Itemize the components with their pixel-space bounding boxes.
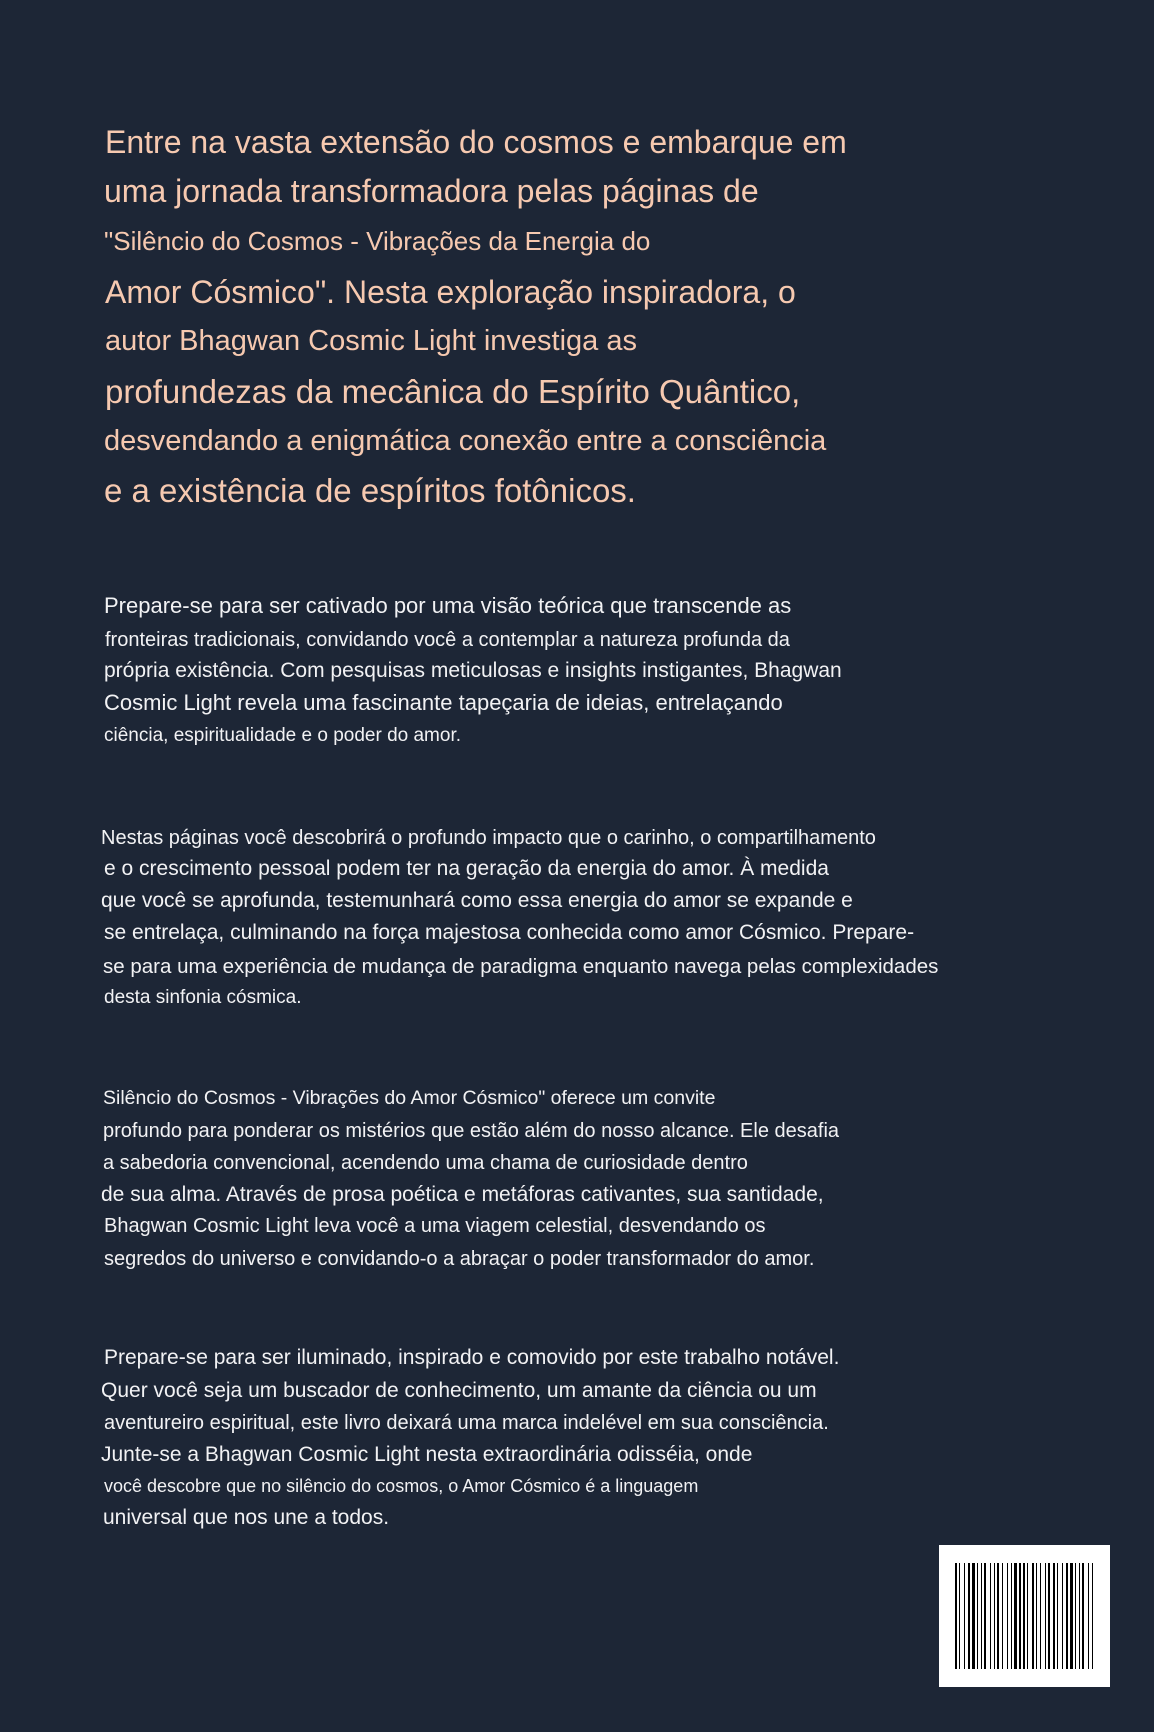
intro-line: desvendando a enigmática conexão entre a consciência [104, 425, 827, 457]
barcode-bar [1036, 1563, 1037, 1669]
barcode-bar [1045, 1563, 1046, 1669]
paragraph-line: que você se aprofunda, testemunhará como essa energia do amor se expande e [101, 889, 853, 912]
intro-line: "Silêncio do Cosmos - Vibrações da Energia do [104, 226, 651, 256]
barcode-bar [1048, 1563, 1050, 1669]
paragraph-line: de sua alma. Através de prosa poética e metáforas cativantes, sua santidade, [101, 1183, 824, 1206]
paragraph-line: ciência, espiritualidade e o poder do amor. [104, 725, 462, 746]
barcode-bar [1014, 1563, 1017, 1669]
paragraph-line: segredos do universo e convidando-o a abraçar o poder transformador do amor. [104, 1248, 815, 1270]
paragraph-line: aventureiro espiritual, este livro deixará uma marca indelével em sua consciência. [104, 1412, 829, 1434]
paragraph-line: Bhagwan Cosmic Light leva você a uma viagem celestial, desvendando os [104, 1215, 766, 1237]
barcode-bar [1019, 1563, 1021, 1669]
barcode-bar [1057, 1563, 1058, 1669]
barcode-bar [1011, 1563, 1012, 1669]
barcode-bar [990, 1563, 991, 1669]
paragraph-line: Cosmic Light revela uma fascinante tapeçaria de ideias, entrelaçando [104, 690, 783, 715]
paragraph-line: Prepare-se para ser iluminado, inspirado e comovido por este trabalho notável. [104, 1346, 840, 1369]
paragraph-line: Nestas páginas você descobrirá o profundo impacto que o carinho, o compartilhamento [101, 827, 876, 849]
barcode-bar [1075, 1563, 1076, 1669]
paragraph-line: Junte-se a Bhagwan Cosmic Light nesta extraordinária odisséia, onde [101, 1443, 753, 1466]
barcode-bar [972, 1563, 975, 1669]
paragraph-line: você descobre que no silêncio do cosmos, o Amor Cósmico é a linguagem [104, 1476, 699, 1496]
paragraph-line: Prepare-se para ser cativado por uma visão teórica que transcende as [104, 593, 792, 618]
barcode-bar [1066, 1563, 1068, 1669]
intro-line: e a existência de espíritos fotônicos. [104, 472, 636, 509]
barcode-bar [1027, 1563, 1028, 1669]
barcode-bar [1082, 1563, 1084, 1669]
barcode-bar [994, 1563, 995, 1669]
barcode-bar [955, 1563, 957, 1669]
barcode-bar [1053, 1563, 1055, 1669]
intro-line: Amor Cósmico". Nesta exploração inspiradora, o [105, 274, 796, 310]
barcode-bar [1088, 1563, 1089, 1669]
paragraph-line: profundo para ponderar os mistérios que estão além do nosso alcance. Ele desafia [103, 1120, 840, 1142]
intro-line: profundezas da mecânica do Espírito Quântico, [105, 373, 801, 410]
paragraph-line: Quer você seja um buscador de conhecimento, um amante da ciência ou um [101, 1379, 817, 1402]
paragraph-line: se entrelaça, culminando na força majestosa conhecida como amor Cósmico. Prepare- [104, 921, 915, 944]
barcode-bar [1040, 1563, 1041, 1669]
barcode-bar [1079, 1563, 1080, 1669]
paragraph-line: desta sinfonia cósmica. [104, 987, 302, 1008]
intro-line: autor Bhagwan Cosmic Light investiga as [105, 325, 637, 357]
barcode-bar [1002, 1563, 1003, 1669]
barcode-bar [1092, 1563, 1093, 1669]
paragraph-line: universal que nos une a todos. [103, 1506, 390, 1529]
paragraph-line: e o crescimento pessoal podem ter na geração da energia do amor. À medida [104, 857, 829, 880]
barcode-bar [1070, 1563, 1073, 1669]
intro-line: Entre na vasta extensão do cosmos e embarque em [105, 124, 847, 160]
barcode-bar [981, 1563, 982, 1669]
paragraph-line: fronteiras tradicionais, convidando você a contemplar a natureza profunda da [105, 629, 790, 651]
barcode-bar [997, 1563, 999, 1669]
barcode-bar [968, 1563, 970, 1669]
intro-line: uma jornada transformadora pelas páginas de [104, 173, 759, 209]
barcode-bar [977, 1563, 978, 1669]
paragraph-line: própria existência. Com pesquisas meticulosas e insights instigantes, Bhagwan [104, 659, 842, 682]
barcode-bar [984, 1563, 986, 1669]
barcode-bar [964, 1563, 965, 1669]
barcode-bars [939, 1545, 1110, 1687]
barcode-icon [939, 1545, 1110, 1687]
barcode-bar [1062, 1563, 1063, 1669]
barcode-bar [1007, 1563, 1008, 1669]
paragraph-line: se para uma experiência de mudança de paradigma enquanto navega pelas complexidades [103, 955, 939, 978]
barcode-bar [959, 1563, 960, 1669]
barcode-bar [1023, 1563, 1025, 1669]
paragraph-line: a sabedoria convencional, acendendo uma chama de curiosidade dentro [103, 1152, 748, 1174]
paragraph-line: Silêncio do Cosmos - Vibrações do Amor Cósmico" oferece um convite [103, 1087, 716, 1109]
barcode-bar [1032, 1563, 1034, 1669]
